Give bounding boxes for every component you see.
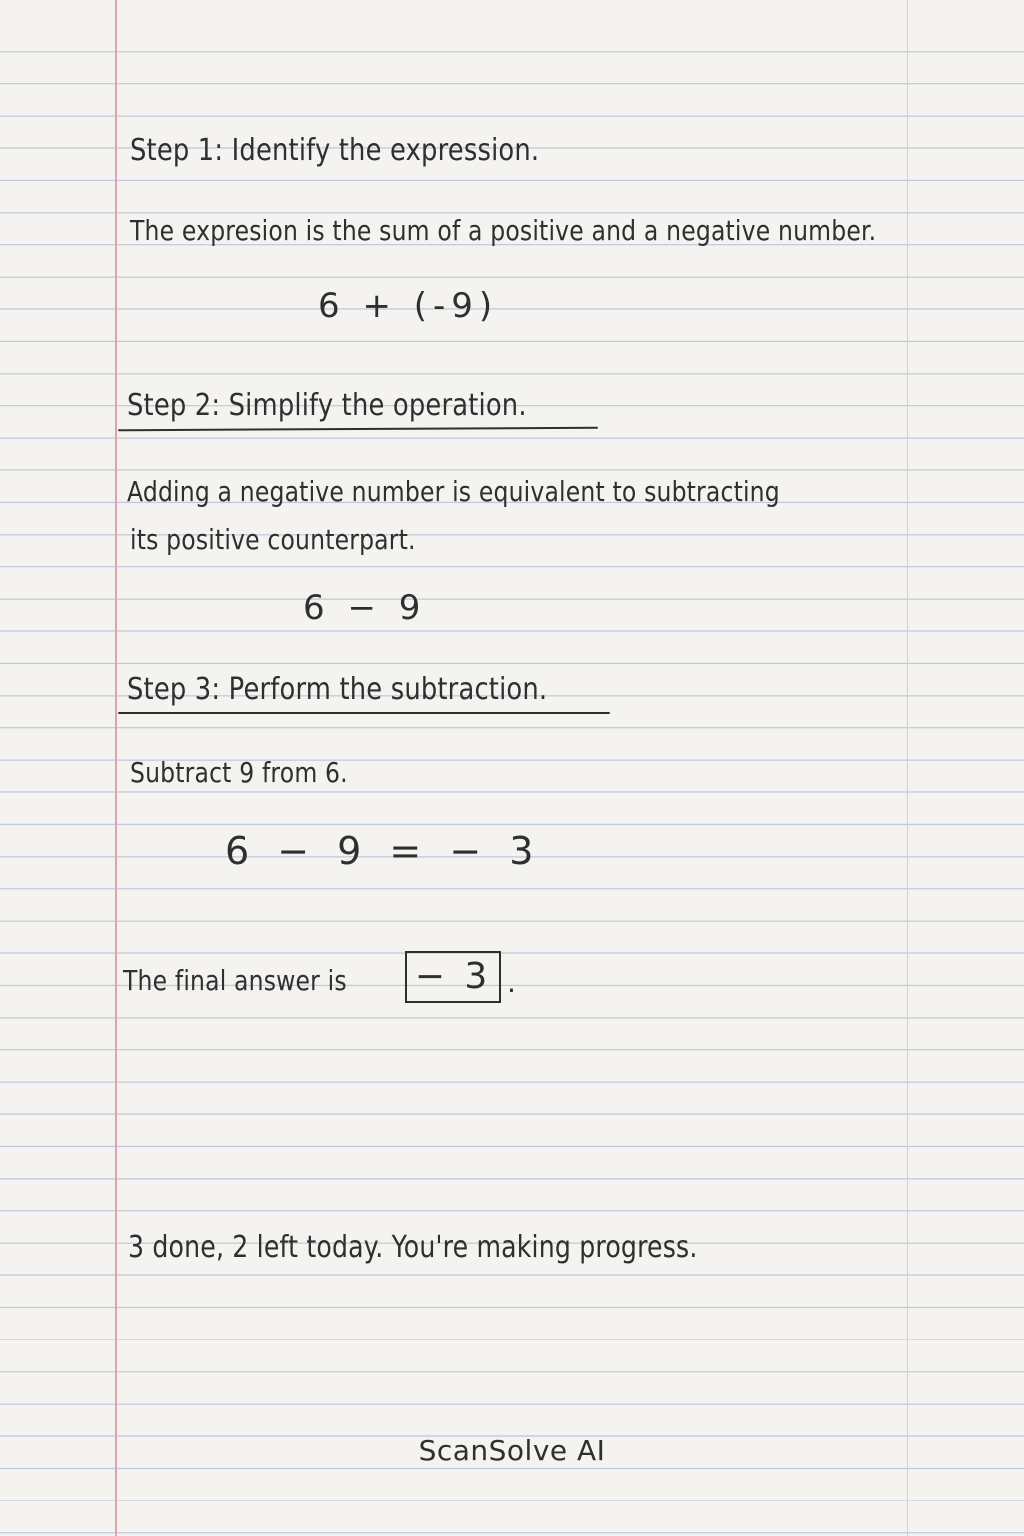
final-answer-label: The final answer is <box>123 964 347 997</box>
notebook-margin-line <box>115 0 117 1536</box>
step3-heading: Step 3: Perform the subtraction. <box>127 672 548 707</box>
app-brand-footer: ScanSolve AI <box>418 1434 606 1467</box>
final-answer-value: − 3 <box>414 956 492 997</box>
step3-equation: 6 − 9 = − 3 <box>225 829 542 873</box>
step3-heading-underline <box>118 712 610 714</box>
step3-body: Subtract 9 from 6. <box>130 756 348 789</box>
step1-body: The expresion is the sum of a positive and a negative number. <box>130 214 877 247</box>
final-answer-box <box>405 951 501 1003</box>
step2-body-line2: its positive counterpart. <box>130 523 416 556</box>
step2-heading: Step 2: Simplify the operation. <box>127 388 527 423</box>
step2-body-line1: Adding a negative number is equivalent to subtracting <box>127 475 780 508</box>
step1-heading: Step 1: Identify the expression. <box>130 133 540 168</box>
step2-expression: 6 − 9 <box>303 588 427 628</box>
step2-heading-underline <box>118 427 598 432</box>
progress-note: 3 done, 2 left today. You're making progress. <box>128 1230 698 1265</box>
notebook-right-line <box>907 0 908 1536</box>
step1-expression: 6 + (-9) <box>318 286 499 326</box>
final-answer-period: . <box>507 966 517 999</box>
